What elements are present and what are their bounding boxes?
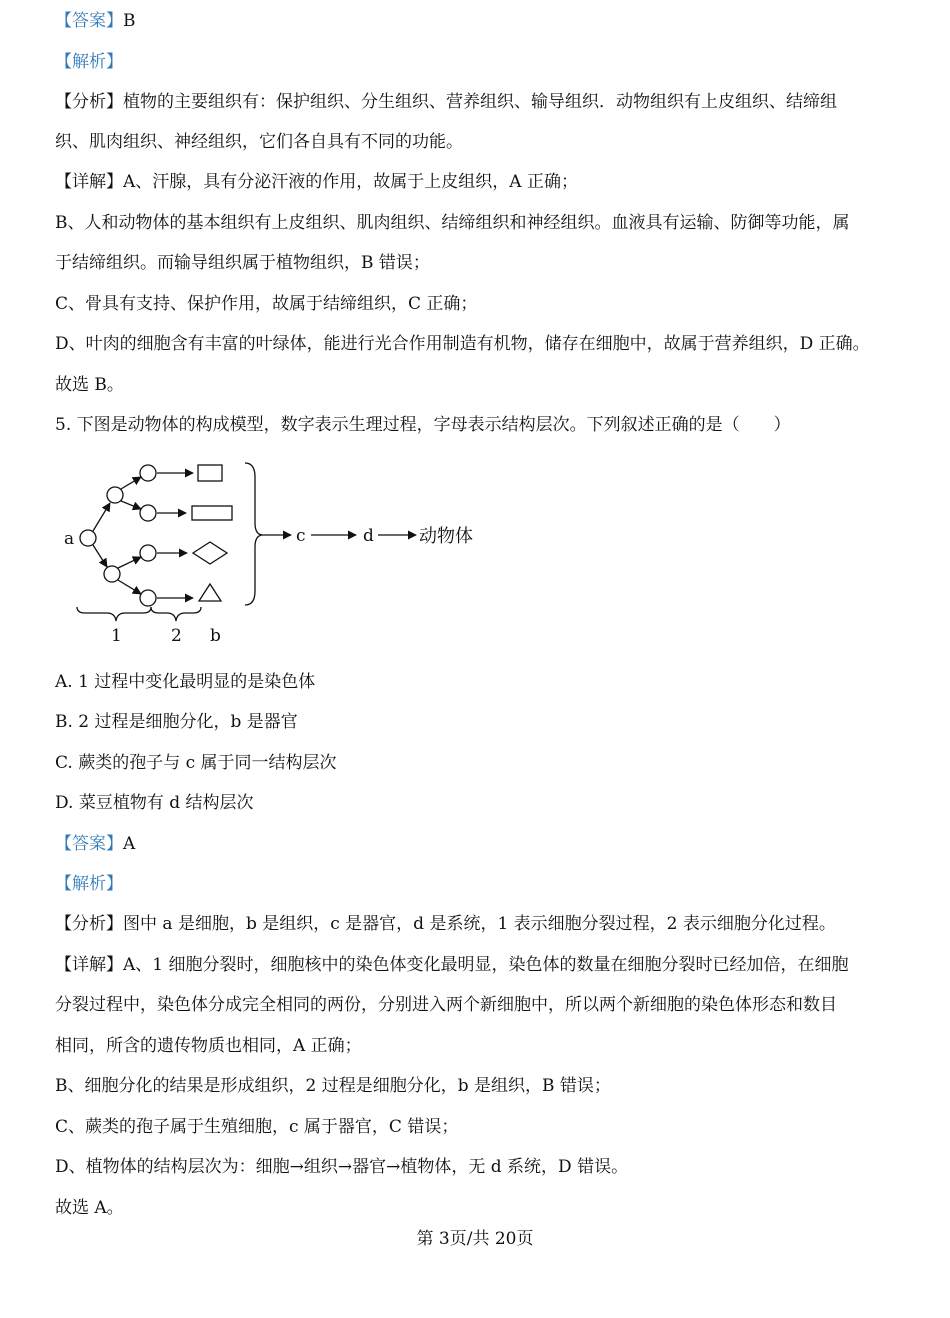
detail-line-a3: 相同，所含的遗传物质也相同，A 正确； bbox=[55, 1036, 362, 1056]
detail-line-a1 bbox=[55, 954, 849, 976]
option-b: B. 2 过程是细胞分化，b 是器官 bbox=[55, 712, 298, 732]
cell-2 bbox=[140, 505, 156, 521]
answer-line-1 bbox=[55, 10, 136, 32]
answer-tag: 【答案】 bbox=[55, 11, 123, 31]
analysis-heading-2: 【解析】 bbox=[55, 874, 123, 894]
detail-line-b: B、细胞分化的结果是形成组织，2 过程是细胞分化，b 是组织，B 错误； bbox=[55, 1076, 611, 1096]
cell-upper bbox=[107, 487, 123, 503]
detail-line-c: C、骨具有支持、保护作用，故属于结缔组织，C 正确； bbox=[55, 294, 478, 314]
tissue-rectangle bbox=[192, 506, 232, 520]
conclusion-1: 故选 B。 bbox=[55, 375, 124, 395]
detail-line-b2: 于结缔组织。而输导组织属于植物组织，B 错误； bbox=[55, 253, 430, 273]
label-a: a bbox=[64, 529, 75, 549]
cell-1 bbox=[140, 465, 156, 481]
label-d: d bbox=[363, 526, 374, 546]
fenxi-text: 植物的主要组织有：保护组织、分生组织、营养组织、输导组织．动物组织有上皮组织、结缔组 bbox=[123, 92, 837, 112]
tissue-square bbox=[198, 465, 222, 481]
tissue-triangle bbox=[199, 584, 221, 601]
fenxi-line-3 bbox=[55, 913, 836, 935]
tissue-diamond bbox=[193, 542, 227, 564]
label-animal: 动物体 bbox=[419, 526, 473, 547]
detail-line-c2: C、蕨类的孢子属于生殖细胞，c 属于器官，C 错误； bbox=[55, 1117, 459, 1137]
question-stem: 5. 下图是动物体的构成模型，数字表示生理过程，字母表示结构层次。下列叙述正确的是（ ） bbox=[55, 415, 791, 435]
label-c: c bbox=[296, 526, 306, 546]
answer-value: A bbox=[123, 834, 136, 854]
answer-tag: 【答案】 bbox=[55, 834, 123, 854]
fenxi-text: 图中 a 是细胞，b 是组织，c 是器官，d 是系统，1 表示细胞分裂过程，2 表示细胞分化过程。 bbox=[123, 914, 836, 934]
label-1: 1 bbox=[111, 626, 122, 646]
fenxi-tag: 【分析】 bbox=[55, 914, 123, 934]
analysis-heading-1: 【解析】 bbox=[55, 52, 123, 72]
detail-line-a bbox=[55, 171, 578, 193]
detail-line-d2: D、植物体的结构层次为：细胞→组织→器官→植物体，无 d 系统，D 错误。 bbox=[55, 1157, 629, 1177]
conclusion-2: 故选 A。 bbox=[55, 1198, 124, 1218]
detail-tag: 【详解】 bbox=[55, 955, 123, 975]
detail-text: A、1 细胞分裂时，细胞核中的染色体变化最明显，染色体的数量在细胞分裂时已经加倍，在细胞 bbox=[123, 955, 849, 975]
detail-line-a2: 分裂过程中，染色体分成完全相同的两份，分别进入两个新细胞中，所以两个新细胞的染色体形态和数目 bbox=[55, 995, 837, 1015]
page-footer: 第 3页/共 20页 bbox=[416, 1229, 534, 1249]
right-brace bbox=[245, 463, 263, 605]
cell-4 bbox=[140, 590, 156, 606]
answer-line-2 bbox=[55, 833, 135, 855]
detail-line-d: D、叶肉的细胞含有丰富的叶绿体，能进行光合作用制造有机物，储存在细胞中，故属于营养组织，D 正确。 bbox=[55, 334, 870, 354]
structure-diagram bbox=[55, 455, 495, 655]
detail-line-b1: B、人和动物体的基本组织有上皮组织、肌肉组织、结缔组织和神经组织。血液具有运输、防御等功能，属 bbox=[55, 213, 850, 233]
cell-a bbox=[80, 530, 96, 546]
cell-3 bbox=[140, 545, 156, 561]
fenxi-line-1 bbox=[55, 91, 837, 113]
answer-value: B bbox=[123, 11, 136, 31]
option-a: A. 1 过程中变化最明显的是染色体 bbox=[55, 672, 316, 692]
brace-1 bbox=[77, 607, 151, 621]
label-2: 2 bbox=[171, 626, 182, 646]
brace-2 bbox=[151, 607, 201, 621]
option-d: D. 菜豆植物有 d 结构层次 bbox=[55, 793, 254, 813]
fenxi-line-2: 织、肌肉组织、神经组织，它们各自具有不同的功能。 bbox=[55, 132, 463, 152]
detail-tag: 【详解】 bbox=[55, 172, 123, 192]
fenxi-tag: 【分析】 bbox=[55, 92, 123, 112]
cell-lower bbox=[104, 566, 120, 582]
detail-text: A、汗腺，具有分泌汗液的作用，故属于上皮组织，A 正确； bbox=[123, 172, 578, 192]
label-b: b bbox=[210, 626, 221, 646]
option-c: C. 蕨类的孢子与 c 属于同一结构层次 bbox=[55, 753, 337, 773]
